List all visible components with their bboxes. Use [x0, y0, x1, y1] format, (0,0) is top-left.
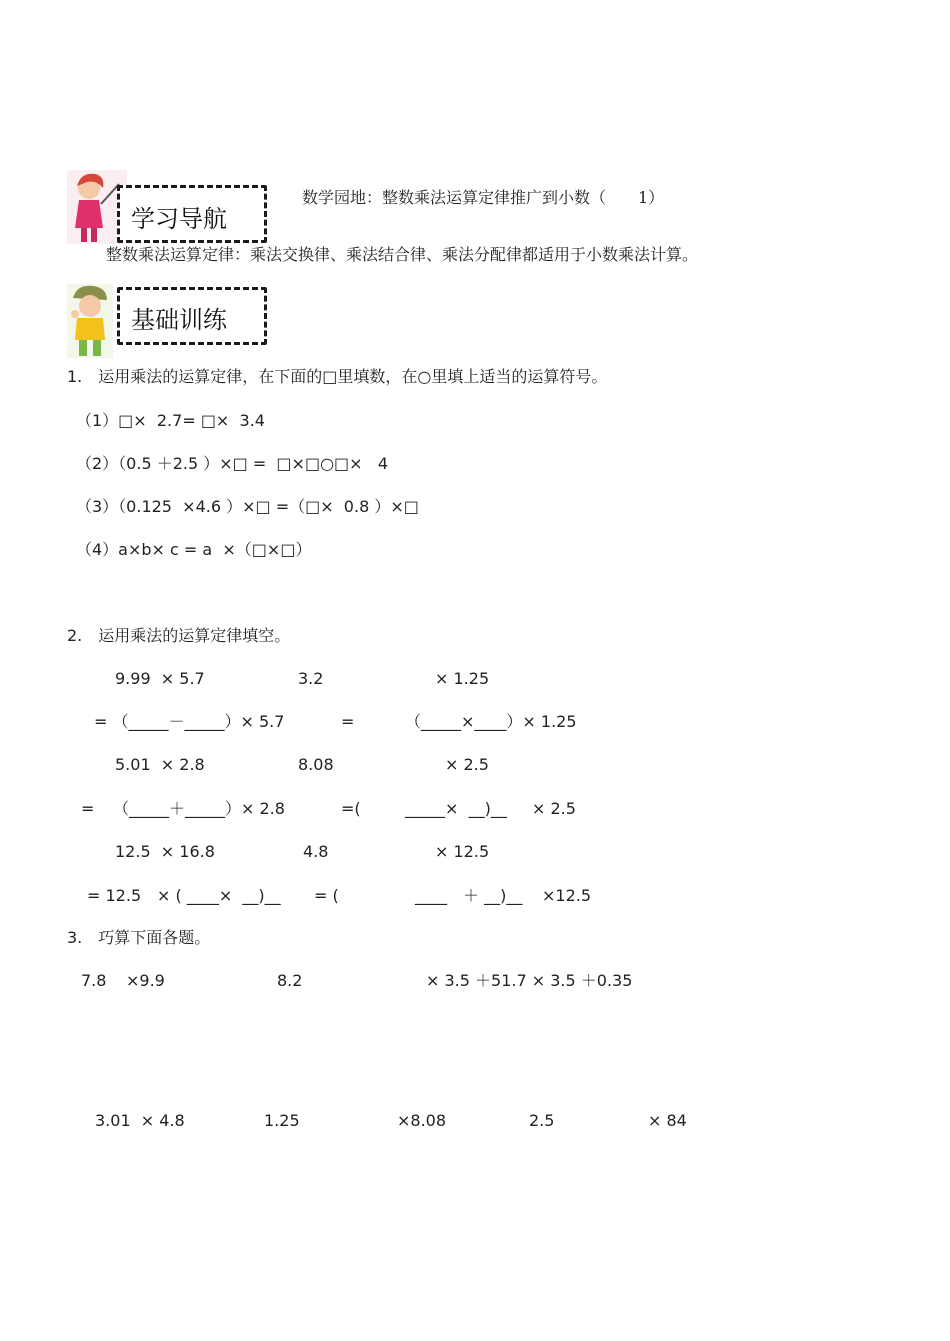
- q3-l2-b: 1.25: [264, 1111, 300, 1130]
- page-title: 数学园地：整数乘法运算定律推广到小数（ 1）: [302, 188, 665, 207]
- q2-r6-e: ＋ __)__: [463, 886, 523, 905]
- q2-r6-d: ____: [415, 886, 447, 905]
- q3-l1-a: 7.8: [81, 971, 107, 990]
- q2-r3-c: × 2.5: [445, 755, 489, 774]
- q3-prompt: 3. 巧算下面各题。: [67, 928, 211, 947]
- q2-r5-b: 4.8: [303, 842, 329, 861]
- q2-r5-c: × 12.5: [435, 842, 490, 861]
- training-box-title: 基础训练: [131, 306, 227, 334]
- q2-r4-a: =: [81, 799, 95, 818]
- q2-r4-d: _____× __)__: [405, 799, 507, 818]
- q3-l2-a: 3.01 × 4.8: [95, 1111, 185, 1130]
- q2-r6-f: ×12.5: [542, 886, 592, 905]
- student-illustration: [67, 284, 113, 358]
- q3-l1-b: ×9.9: [126, 971, 165, 990]
- q3-l1-c: 8.2: [277, 971, 303, 990]
- q1-item-2: （2）（0.5 ＋2.5 ）×□ = □×□○□× 4: [76, 454, 388, 473]
- q2-r1-a: 9.99 × 5.7: [115, 669, 205, 688]
- q2-r6-a: = 12.5: [87, 886, 142, 905]
- q2-r4-b: （_____＋_____）× 2.8: [113, 799, 285, 818]
- nav-box-title: 学习导航: [131, 205, 227, 233]
- q3-l2-d: 2.5: [529, 1111, 555, 1130]
- intro-text: 整数乘法运算定律：乘法交换律、乘法结合律、乘法分配律都适用于小数乘法计算。: [106, 245, 699, 264]
- q2-r3-b: 8.08: [298, 755, 334, 774]
- q2-r1-b: 3.2: [298, 669, 324, 688]
- q2-r5-a: 12.5 × 16.8: [115, 842, 215, 861]
- q1-item-4: （4）a×b× c = a ×（□×□）: [76, 540, 312, 559]
- q1-item-3: （3）（0.125 ×4.6 ）×□ =（□× 0.8 ）×□: [76, 497, 419, 516]
- q2-r4-c: =(: [341, 799, 361, 818]
- q2-r4-e: × 2.5: [532, 799, 576, 818]
- q2-r2-a: = （_____－_____）× 5.7: [94, 712, 285, 731]
- q2-prompt: 2. 运用乘法的运算定律填空。: [67, 626, 291, 645]
- q3-l2-e: × 84: [648, 1111, 687, 1130]
- q1-prompt: 1. 运用乘法的运算定律，在下面的□里填数，在○里填上适当的运算符号。: [67, 367, 608, 386]
- q2-r6-b: × ( ____× __)__: [157, 886, 281, 905]
- q1-item-1: （1）□× 2.7= □× 3.4: [76, 411, 265, 430]
- q3-l2-c: ×8.08: [397, 1111, 447, 1130]
- q2-r2-b: =: [341, 712, 355, 731]
- q2-r3-a: 5.01 × 2.8: [115, 755, 205, 774]
- q2-r6-c: = (: [314, 886, 339, 905]
- q2-r1-c: × 1.25: [435, 669, 490, 688]
- q3-l1-d: × 3.5 ＋51.7 × 3.5 ＋0.35: [426, 971, 633, 990]
- q2-r2-c: （_____×____）× 1.25: [405, 712, 577, 731]
